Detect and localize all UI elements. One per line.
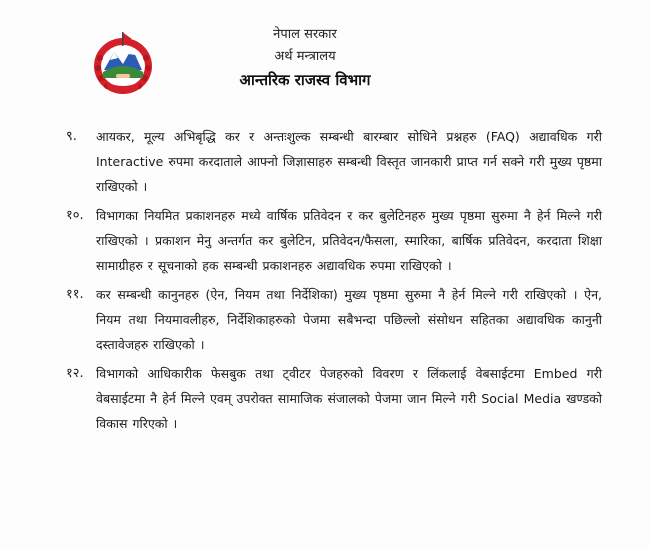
item-text: आयकर, मूल्य अभिबृद्धि कर र अन्तःशुल्क सम्बन्धी बारम्बार सोधिने प्रश्नहरु (FAQ) अद्यावधिक गरी Interactive रुपमा करदाताले आफ्नो जिज्ञासाहरु सम्बन्धी विस्तृत जानकारी प्राप्त गर्न सक्ने गरी मुख्य पृष्ठमा राखिएको । [96, 129, 602, 194]
header-department: आन्तरिक राजस्व विभाग [239, 71, 371, 89]
item-number: ११. [66, 287, 84, 302]
list-item [66, 203, 602, 278]
list-item [66, 124, 602, 199]
item-number: ९. [66, 129, 77, 144]
item-text: विभागका नियमित प्रकाशनहरु मध्ये वार्षिक प्रतिवेदन र कर बुलेटिनहरु मुख्य पृष्ठमा सुरुमा नै हेर्न मिल्ने गरी राखिएको । प्रकाशन मेनु अन्तर्गत कर बुलेटिन, प्रतिवेदन/फैसला, स्मारिका, बार्षिक प्रतिवेदन, करदाता शिक्षा सामाग्रीहरु र सूचनाको हक सम्बन्धी प्रकाशनहरु अद्यावधिक रुपमा राखिएको । [96, 208, 602, 273]
item-text: कर सम्बन्धी कानुनहरु (ऐन, नियम तथा निर्देशिका) मुख्य पृष्ठमा सुरुमा नै हेर्न मिल्ने गरी राखिएको । ऐन, नियम तथा नियमावलीहरु, निर्देशिकाहरुको पेजमा सबैभन्दा पछिल्लो संसोधन सहितका अद्यावधिक कानुनी दस्तावेजहरु राखिएको । [96, 287, 602, 352]
item-text: विभागको आधिकारीक फेसबुक तथा ट्वीटर पेजहरुको विवरण र लिंकलाई वेबसाईटमा Embed गरी वेबसाईटमा नै हेर्न मिल्ने एवम् उपरोक्त सामाजिक संजालको पेजमा जान मिल्ने गरी Social Media खण्डको विकास गरिएको । [96, 366, 602, 431]
nepal-emblem-icon [92, 30, 154, 96]
document-header [200, 24, 410, 92]
item-number: १२. [66, 366, 84, 381]
list-item [66, 361, 602, 436]
header-ministry: अर्थ मन्त्रालय [274, 49, 336, 64]
item-number: १०. [66, 208, 84, 223]
list-item [66, 282, 602, 357]
header-government: नेपाल सरकार [273, 27, 337, 42]
document-body [66, 124, 602, 440]
